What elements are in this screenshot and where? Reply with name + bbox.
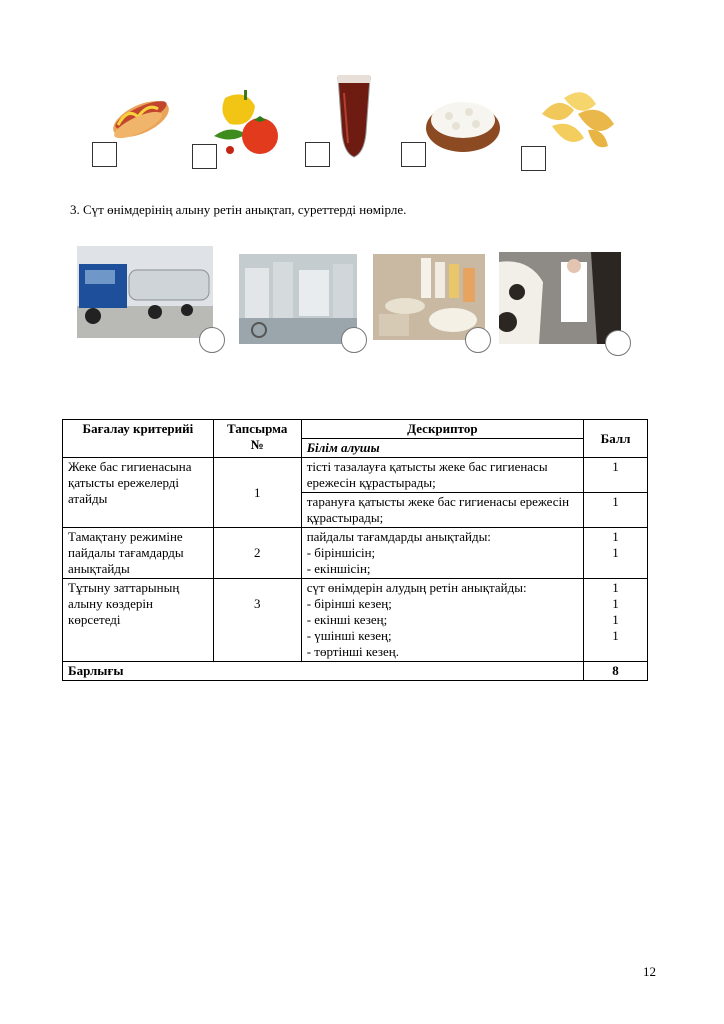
header-descriptor: Дескриптор <box>301 420 583 439</box>
descriptor-cell: тісті тазалауға қатысты жеке бас гигиенасы ережесін құрастырады; <box>301 458 583 493</box>
score-cell: 1 1 1 1 <box>584 579 648 662</box>
descriptor-cell: тарануға қатысты жеке бас гигиенасы ережесін құрастырады; <box>301 493 583 528</box>
task-3-title: 3. Сүт өнімдерінің алыну ретін анықтап, суреттерді нөмірле. <box>70 202 407 217</box>
food-checkbox-2[interactable] <box>192 144 217 169</box>
criteria-cell: Жеке бас гигиенасына қатысты ережелерді атайды <box>63 458 214 528</box>
total-label: Барлығы <box>63 662 584 681</box>
food-checkbox-4[interactable] <box>401 142 426 167</box>
header-score: Балл <box>584 420 648 458</box>
header-task-no: Тапсырма № <box>213 420 301 458</box>
dairy-products-photo <box>373 254 485 340</box>
task-number-cell: 2 <box>213 528 301 579</box>
vegetables-icon <box>210 88 286 160</box>
hot-dog-icon <box>108 85 174 143</box>
number-circle-4[interactable] <box>605 330 631 356</box>
task-number-cell: 1 <box>213 458 301 528</box>
cottage-cheese-icon <box>424 94 502 154</box>
cola-icon <box>336 73 372 159</box>
milk-truck-photo <box>77 246 213 338</box>
dairy-factory-photo <box>239 254 357 344</box>
table-row <box>63 458 648 493</box>
score-cell: 1 <box>584 458 648 493</box>
score-cell: 1 1 <box>584 528 648 579</box>
total-row <box>63 662 648 681</box>
descriptor-cell: пайдалы тағамдарды анықтайды: - біріншісін; - екіншісін; <box>301 528 583 579</box>
header-criteria: Бағалау критерийі <box>63 420 214 458</box>
number-circle-1[interactable] <box>199 327 225 353</box>
criteria-cell: Тамақтану режиміне пайдалы тағамдарды анықтайды <box>63 528 214 579</box>
total-value: 8 <box>584 662 648 681</box>
table-row <box>63 579 648 662</box>
page-number: 12 <box>643 964 656 979</box>
descriptor-cell: сүт өнімдерін алудың ретін анықтайды: - бірінші кезең; - екінші кезең; - үшінші кезең; - төртінші кезең. <box>301 579 583 662</box>
number-circle-3[interactable] <box>465 327 491 353</box>
milking-cow-photo <box>499 252 621 344</box>
food-checkbox-3[interactable] <box>305 142 330 167</box>
grading-table <box>62 419 648 681</box>
number-circle-2[interactable] <box>341 327 367 353</box>
food-checkbox-5[interactable] <box>521 146 546 171</box>
criteria-cell: Тұтыну заттарының алыну көздерін көрсетеді <box>63 579 214 662</box>
table-row <box>63 528 648 579</box>
score-cell: 1 <box>584 493 648 528</box>
chips-icon <box>538 84 618 154</box>
food-checkbox-1[interactable] <box>92 142 117 167</box>
header-subheader: Білім алушы <box>301 439 583 458</box>
task-number-cell: 3 <box>213 579 301 662</box>
